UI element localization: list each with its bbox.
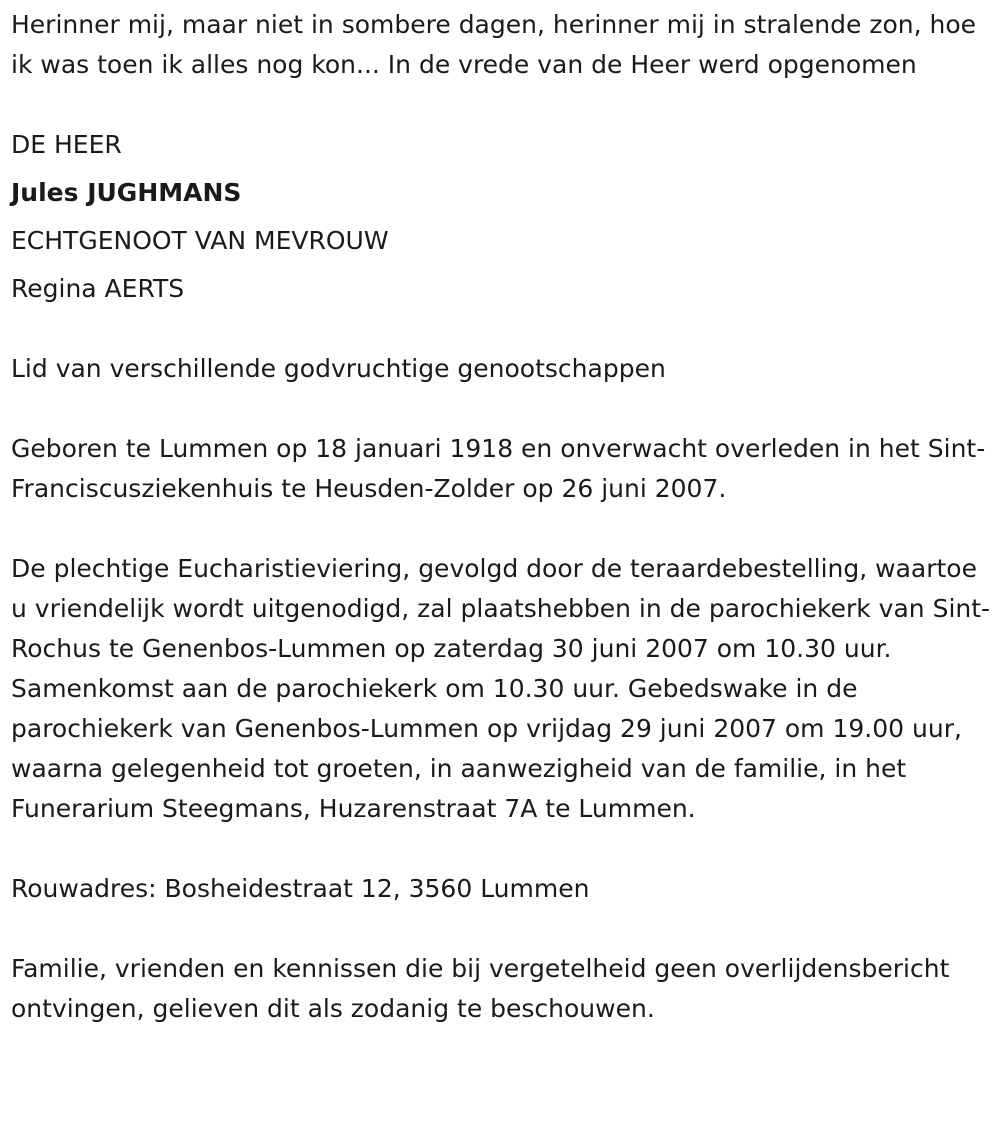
closing-text: Familie, vrienden en kennissen die bij vergetelheid geen overlijdensbericht ontvingen, gelieven dit als zodanig te beschouwen. [11, 954, 950, 1023]
address-text: Rouwadres: Bosheidestraat 12, 3560 Lummen [11, 874, 590, 903]
deceased-name: Jules JUGHMANS [11, 178, 242, 207]
title-text: DE HEER [11, 130, 122, 159]
obituary-notice [11, 5, 993, 1029]
spouse-label: ECHTGENOOT VAN MEVROUW [11, 226, 389, 255]
spacer [11, 389, 993, 429]
spacer [11, 509, 993, 549]
spouse-name: Regina AERTS [11, 274, 185, 303]
membership-text: Lid van verschillende godvruchtige genootschappen [11, 354, 666, 383]
spacer [11, 909, 993, 949]
birth-death-text: Geboren te Lummen op 18 januari 1918 en onverwacht overleden in het Sint-Franciscusziekenhuis te Heusden-Zolder op 26 juni 2007. [11, 434, 986, 503]
spacer [11, 829, 993, 869]
intro-text: Herinner mij, maar niet in sombere dagen, herinner mij in stralende zon, hoe ik was toen ik alles nog kon... In de vrede van de Heer werd opgenomen [11, 10, 977, 79]
spacer [11, 85, 993, 125]
spacer [11, 309, 993, 349]
ceremony-text: De plechtige Eucharistieviering, gevolgd door de teraardebestelling, waartoe u vriendelijk wordt uitgenodigd, zal plaatshebben in de parochiekerk van Sint-Rochus te Genenbos-Lummen op zaterdag 30 juni 2007 om 10.30 uur. Samenkomst aan de parochiekerk om 10.30 uur. Gebedswake in de parochiekerk van Genenbos-Lummen op vrijdag 29 juni 2007 om 19.00 uur, waarna gelegenheid tot groeten, in aanwezigheid van de familie, in het Funerarium Steegmans, Huzarenstraat 7A te Lummen. [11, 554, 991, 823]
